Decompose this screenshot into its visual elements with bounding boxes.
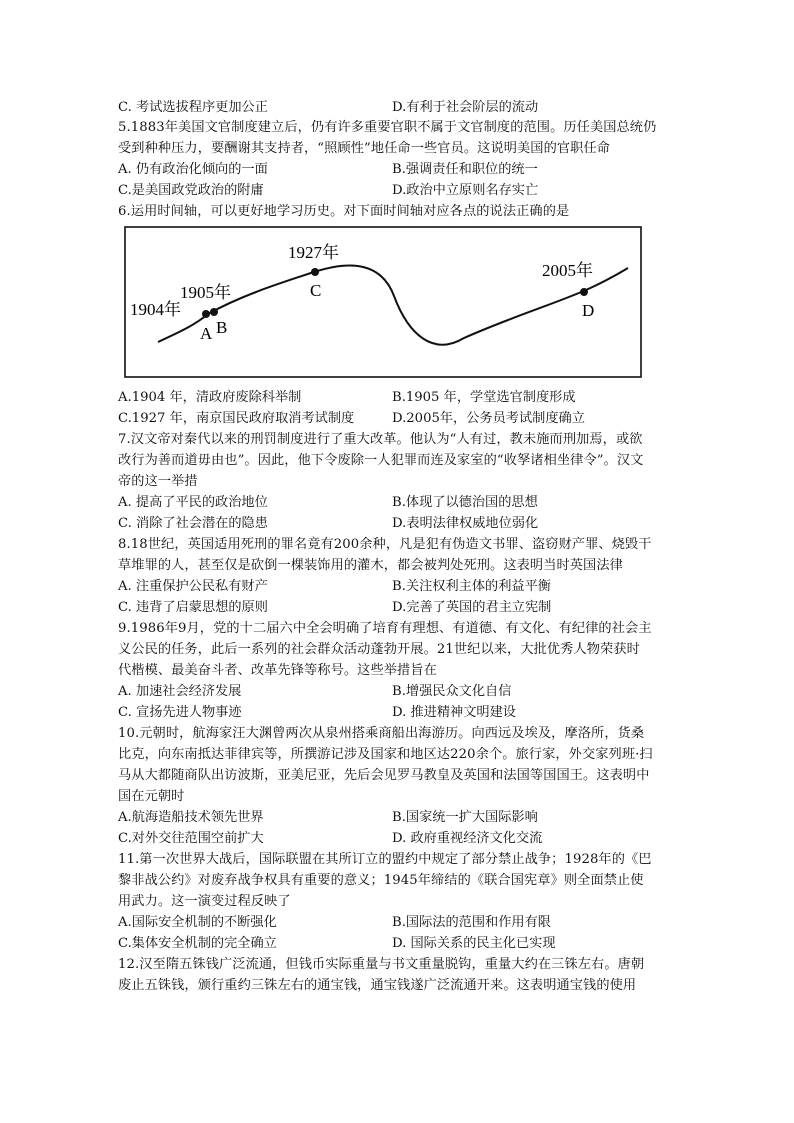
answer-option: C.集体安全机制的完全确立 bbox=[118, 936, 277, 951]
answer-option: B.体现了以德治国的思想 bbox=[392, 495, 538, 510]
answer-option: D. 政府重视经济文化交流 bbox=[392, 831, 543, 846]
label-c: C bbox=[310, 281, 322, 300]
text-line: 12.汉至隋五铢钱广泛流通，但钱币实际重量与书文重量脱钩，重量大约在三铢左右。唐朝 bbox=[118, 957, 645, 972]
label-1904: 1904年 bbox=[130, 300, 181, 319]
answer-option: D. 推进精神文明建设 bbox=[392, 705, 516, 720]
text-line: 国在元朝时 bbox=[118, 789, 185, 804]
answer-option: C. 宣扬先进人物事迹 bbox=[118, 705, 242, 720]
point-d bbox=[580, 288, 588, 296]
text-line: 帝的这一举措 bbox=[118, 474, 198, 489]
answer-option: C.1927 年，南京国民政府取消考试制度 bbox=[118, 411, 355, 426]
text-line: 用武力。这一演变过程反映了 bbox=[118, 894, 291, 909]
text-line: 改行为善而道毋由也”。因此，他下令废除一人犯罪而连及家室的“收孥诸相坐律令”。汉文 bbox=[118, 453, 644, 468]
answer-option: D.2005年，公务员考试制度确立 bbox=[392, 411, 585, 426]
answer-option: D.表明法律权威地位弱化 bbox=[392, 516, 539, 531]
text-line: 代楷模、最美奋斗者、改革先锋等称号。这些举措旨在 bbox=[118, 663, 437, 678]
text-line: 9.1986年9月，党的十二届六中全会明确了培育有理想、有道德、有文化、有纪律的社会主 bbox=[118, 621, 652, 636]
timeline-chart bbox=[124, 226, 642, 378]
answer-option: A.国际安全机制的不断强化 bbox=[118, 915, 277, 930]
answer-option: A. 加速社会经济发展 bbox=[118, 684, 242, 699]
answer-option: D. 国际关系的民主化已实现 bbox=[392, 936, 556, 951]
text-line: 8.18世纪，英国适用死刑的罪名竟有200余种，凡是犯有伪造文书罪、盗窃财产罪、烧毁干 bbox=[118, 537, 652, 552]
answer-option: B.1905 年，学堂选官制度形成 bbox=[392, 390, 576, 405]
answer-option: C.对外交往范围空前扩大 bbox=[118, 831, 264, 846]
answer-option: C. 考试选拔程序更加公正 bbox=[118, 100, 268, 115]
answer-option: A.航海造船技术领先世界 bbox=[118, 810, 264, 825]
answer-option: A.1904 年，清政府废除科举制 bbox=[118, 390, 302, 405]
text-line: 废止五铢钱，颁行重约三铢左右的通宝钱，通宝钱遂广泛流通开来。这表明通宝钱的使用 bbox=[118, 978, 637, 993]
text-line: 比克，向东南抵达菲律宾等，所撰游记涉及国家和地区达220余个。旅行家，外交家列班·扫 bbox=[118, 747, 653, 762]
figure-frame bbox=[125, 227, 641, 377]
answer-option: C. 消除了社会潜在的隐患 bbox=[118, 516, 268, 531]
answer-option: D.有利于社会阶层的流动 bbox=[392, 100, 539, 115]
answer-option: A. 注重保护公民私有财产 bbox=[118, 579, 268, 594]
answer-option: C.是美国政党政治的附庸 bbox=[118, 183, 264, 198]
label-b: B bbox=[216, 318, 228, 337]
text-line: 受到种种压力，要酬谢其支持者，“照顾性”地任命一些官员。这说明美国的官职任命 bbox=[118, 141, 611, 156]
point-c bbox=[311, 268, 319, 276]
point-a bbox=[202, 310, 210, 318]
text-line: 6.运用时间轴，可以更好地学习历史。对下面时间轴对应各点的说法正确的是 bbox=[118, 204, 570, 219]
label-2005: 2005年 bbox=[542, 261, 593, 280]
answer-option: B.国际法的范围和作用有限 bbox=[392, 915, 551, 930]
point-b bbox=[210, 308, 218, 316]
answer-option: D.完善了英国的君主立宪制 bbox=[392, 600, 552, 615]
text-line: 草堆罪的人，甚至仅是砍倒一棵装饰用的灌木，都会被判处死刑。这表明当时英国法律 bbox=[118, 558, 623, 573]
answer-option: A. 提高了平民的政治地位 bbox=[118, 495, 268, 510]
label-1905: 1905年 bbox=[180, 283, 231, 302]
answer-option: B.国家统一扩大国际影响 bbox=[392, 810, 538, 825]
text-line: 黎非战公约》对废弃战争权具有重要的意义；1945年缔结的《联合国宪章》则全面禁止使 bbox=[118, 873, 644, 888]
answer-option: A. 仍有政治化倾向的一面 bbox=[118, 162, 268, 177]
timeline-figure bbox=[124, 226, 642, 378]
text-line: 10.元朝时，航海家汪大渊曾两次从泉州搭乘商船出海游历。向西远及埃及，摩洛所，货桑 bbox=[118, 726, 645, 741]
text-line: 5.1883年美国文官制度建立后，仍有许多重要官职不属于文官制度的范围。历任美国总统仍 bbox=[118, 120, 657, 135]
label-d: D bbox=[582, 301, 595, 320]
text-line: 11.第一次世界大战后，国际联盟在其所订立的盟约中规定了部分禁止战争；1928年的《巴 bbox=[118, 852, 652, 867]
text-line: 马从大都随商队出访波斯，亚美尼亚，先后会见罗马教皇及英国和法国等国国王。这表明中 bbox=[118, 768, 650, 783]
answer-option: D.政治中立原则名存实亡 bbox=[392, 183, 539, 198]
answer-option: B.强调责任和职位的统一 bbox=[392, 162, 538, 177]
text-line: 义公民的任务，此后一系列的社会群众活动蓬勃开展。21世纪以来，大批优秀人物荣获时 bbox=[118, 642, 640, 657]
answer-option: C. 违背了启蒙思想的原则 bbox=[118, 600, 268, 615]
text-line: 7.汉文帝对秦代以来的刑罚制度进行了重大改革。他认为“人有过，教未施而刑加焉，或欲 bbox=[118, 432, 643, 447]
label-1927: 1927年 bbox=[288, 243, 339, 262]
answer-option: B.增强民众文化自信 bbox=[392, 684, 512, 699]
answer-option: B.关注权利主体的利益平衡 bbox=[392, 579, 551, 594]
label-a: A bbox=[200, 324, 213, 343]
